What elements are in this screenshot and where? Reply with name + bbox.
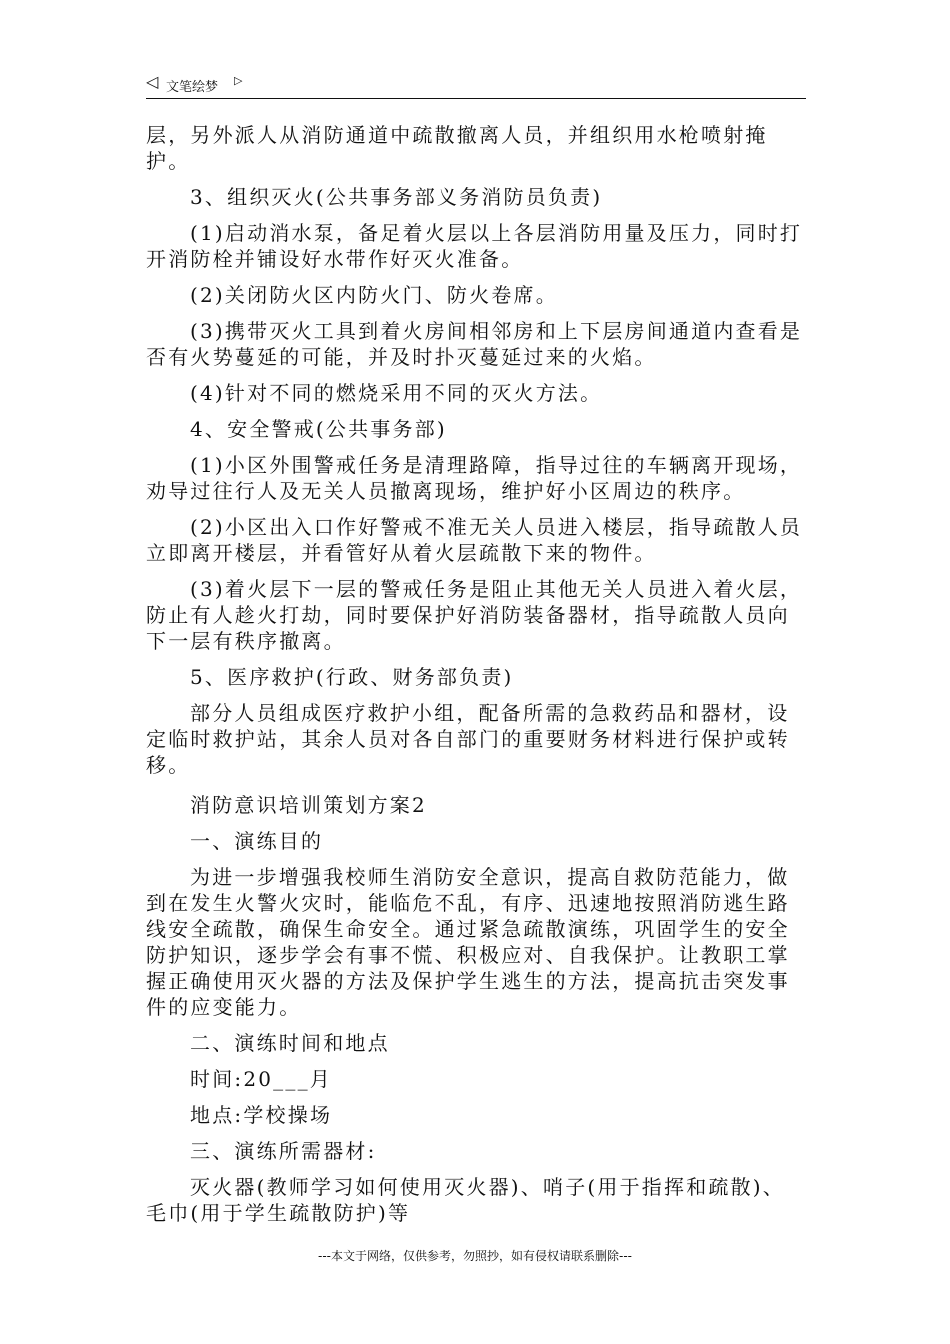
page-footer: ---本文于网络，仅供参考，勿照抄，如有侵权请联系删除---	[318, 1249, 632, 1263]
paragraph: 地点:学校操场	[190, 1103, 333, 1127]
paragraph: (1)小区外围警戒任务是清理路障，指导过往的车辆离开现场，劝导过往行人及无关人员撤离现场，维护好小区周边的秩序。	[146, 453, 803, 503]
paragraph: (3)着火层下一层的警戒任务是阻止其他无关人员进入着火层，防止有人趁火打劫，同时要保护好消防装备器材，指导疏散人员向下一层有秩序撤离。	[146, 577, 803, 653]
paragraph: 为进一步增强我校师生消防安全意识，提高自救防范能力，做到在发生火警火灾时，能临危不乱，有序、迅速地按照消防逃生路线安全疏散，确保生命安全。通过紧急疏散演练，巩固学生的安全防护知识，逐步学会有事不慌、积极应对、自我保护。让教职工掌握正确使用灭火器的方法及保护学生逃生的方法，提高抗击突发事件的应变能力。	[146, 865, 790, 1019]
section-heading: 一、演练目的	[190, 829, 324, 853]
paragraph: (4)针对不同的燃烧采用不同的灭火方法。	[190, 381, 603, 405]
section-heading: 二、演练时间和地点	[190, 1031, 390, 1055]
paragraph: 时间:20___月	[190, 1067, 332, 1091]
paragraph-continuation: 层，另外派人从消防通道中疏散撤离人员，并组织用水枪喷射掩护。	[146, 123, 768, 173]
paragraph: (2)关闭防火区内防火门、防火卷席。	[190, 283, 558, 307]
paragraph: (1)启动消水泵，备足着火层以上各层消防用量及压力，同时打开消防栓并铺设好水带作好灭火准备。	[146, 221, 803, 271]
section-heading: 3、组织灭火(公共事务部义务消防员负责)	[190, 185, 603, 209]
section-heading: 4、安全警戒(公共事务部)	[190, 417, 447, 441]
paragraph: 灭火器(教师学习如何使用灭火器)、哨子(用于指挥和疏散)、毛巾(用于学生疏散防护)等	[146, 1175, 786, 1225]
paragraph: (3)携带灭火工具到着火房间相邻房和上下层房间通道内查看是否有火势蔓延的可能，并及时扑灭蔓延过来的火焰。	[146, 319, 803, 369]
document-title: 消防意识培训策划方案2	[190, 793, 427, 817]
paragraph: (2)小区出入口作好警戒不准无关人员进入楼层，指导疏散人员立即离开楼层，并看管好从着火层疏散下来的物件。	[146, 515, 803, 565]
triangle-right-icon: ▷	[234, 74, 243, 87]
section-heading: 三、演练所需器材:	[190, 1139, 377, 1163]
header-brand: 文笔绘梦	[166, 80, 219, 95]
page-header	[146, 70, 806, 99]
section-heading: 5、医序救护(行政、财务部负责)	[190, 665, 514, 689]
document-body	[146, 122, 806, 1236]
triangle-left-icon: ◁	[146, 72, 159, 91]
paragraph: 部分人员组成医疗救护小组，配备所需的急救药品和器材，设定临时救护站，其余人员对各自部门的重要财务材料进行保护或转移。	[146, 701, 790, 777]
